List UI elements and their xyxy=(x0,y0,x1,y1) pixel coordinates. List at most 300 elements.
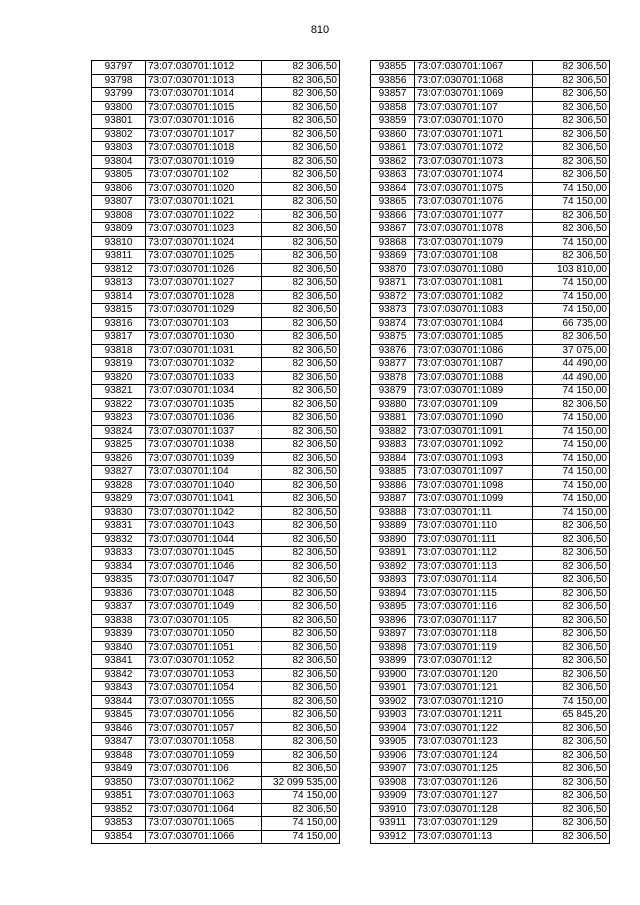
cadastral-number-cell: 73:07:030701:1075 xyxy=(415,182,533,196)
row-number-cell: 93856 xyxy=(371,74,415,88)
row-number-cell: 93819 xyxy=(92,358,146,372)
row-number-cell: 93798 xyxy=(92,74,146,88)
value-cell: 82 306,50 xyxy=(533,790,610,804)
cadastral-number-cell: 73:07:030701:1052 xyxy=(146,655,262,669)
value-cell: 74 150,00 xyxy=(262,790,340,804)
value-cell: 82 306,50 xyxy=(533,817,610,831)
row-number-cell: 93825 xyxy=(92,439,146,453)
cadastral-number-cell: 73:07:030701:1074 xyxy=(415,169,533,183)
table-row xyxy=(371,574,610,588)
table-row xyxy=(371,628,610,642)
table-row xyxy=(92,128,340,142)
row-number-cell: 93906 xyxy=(371,749,415,763)
row-number-cell: 93883 xyxy=(371,439,415,453)
cadastral-number-cell: 73:07:030701:1040 xyxy=(146,479,262,493)
cadastral-number-cell: 73:07:030701:1085 xyxy=(415,331,533,345)
cadastral-number-cell: 73:07:030701:1034 xyxy=(146,385,262,399)
cadastral-number-cell: 73:07:030701:1091 xyxy=(415,425,533,439)
row-number-cell: 93811 xyxy=(92,250,146,264)
cadastral-number-cell: 73:07:030701:1086 xyxy=(415,344,533,358)
value-cell: 82 306,50 xyxy=(262,533,340,547)
table-row xyxy=(371,128,610,142)
row-number-cell: 93841 xyxy=(92,655,146,669)
row-number-cell: 93808 xyxy=(92,209,146,223)
value-cell: 82 306,50 xyxy=(533,88,610,102)
value-cell: 82 306,50 xyxy=(533,223,610,237)
row-number-cell: 93820 xyxy=(92,371,146,385)
row-number-cell: 93868 xyxy=(371,236,415,250)
table-row xyxy=(92,493,340,507)
cadastral-number-cell: 73:07:030701:1020 xyxy=(146,182,262,196)
table-row xyxy=(92,587,340,601)
cadastral-number-cell: 73:07:030701:113 xyxy=(415,560,533,574)
cadastral-number-cell: 73:07:030701:1041 xyxy=(146,493,262,507)
value-cell: 82 306,50 xyxy=(262,695,340,709)
row-number-cell: 93854 xyxy=(92,830,146,844)
table-row xyxy=(371,290,610,304)
row-number-cell: 93845 xyxy=(92,709,146,723)
cadastral-number-cell: 73:07:030701:106 xyxy=(146,763,262,777)
value-cell: 82 306,50 xyxy=(262,88,340,102)
table-row xyxy=(92,317,340,331)
table-row xyxy=(92,452,340,466)
value-cell: 82 306,50 xyxy=(262,250,340,264)
table-row xyxy=(92,196,340,210)
table-row xyxy=(371,587,610,601)
value-cell: 82 306,50 xyxy=(533,655,610,669)
value-cell: 82 306,50 xyxy=(262,641,340,655)
table-row xyxy=(371,479,610,493)
value-cell: 82 306,50 xyxy=(262,547,340,561)
table-row xyxy=(92,277,340,291)
cadastral-number-cell: 73:07:030701:116 xyxy=(415,601,533,615)
cadastral-number-cell: 73:07:030701:118 xyxy=(415,628,533,642)
table-row xyxy=(371,668,610,682)
cadastral-number-cell: 73:07:030701:1050 xyxy=(146,628,262,642)
value-cell: 82 306,50 xyxy=(262,574,340,588)
cadastral-number-cell: 73:07:030701:128 xyxy=(415,803,533,817)
value-cell: 82 306,50 xyxy=(262,317,340,331)
row-number-cell: 93802 xyxy=(92,128,146,142)
row-number-cell: 93822 xyxy=(92,398,146,412)
table-row xyxy=(371,142,610,156)
value-cell: 74 150,00 xyxy=(533,695,610,709)
table-row xyxy=(371,371,610,385)
value-cell: 74 150,00 xyxy=(533,425,610,439)
row-number-cell: 93829 xyxy=(92,493,146,507)
cadastral-number-cell: 73:07:030701:1055 xyxy=(146,695,262,709)
table-row xyxy=(371,412,610,426)
cadastral-number-cell: 73:07:030701:1211 xyxy=(415,709,533,723)
cadastral-number-cell: 73:07:030701:1099 xyxy=(415,493,533,507)
cadastral-number-cell: 73:07:030701:1081 xyxy=(415,277,533,291)
row-number-cell: 93904 xyxy=(371,722,415,736)
row-number-cell: 93824 xyxy=(92,425,146,439)
row-number-cell: 93863 xyxy=(371,169,415,183)
row-number-cell: 93807 xyxy=(92,196,146,210)
row-number-cell: 93909 xyxy=(371,790,415,804)
cadastral-number-cell: 73:07:030701:1023 xyxy=(146,223,262,237)
cadastral-number-cell: 73:07:030701:1076 xyxy=(415,196,533,210)
cadastral-number-cell: 73:07:030701:1082 xyxy=(415,290,533,304)
value-cell: 82 306,50 xyxy=(262,236,340,250)
row-number-cell: 93838 xyxy=(92,614,146,628)
value-cell: 74 150,00 xyxy=(533,385,610,399)
cadastral-number-cell: 73:07:030701:1047 xyxy=(146,574,262,588)
row-number-cell: 93912 xyxy=(371,830,415,844)
cadastral-number-cell: 73:07:030701:1073 xyxy=(415,155,533,169)
table-row xyxy=(371,763,610,777)
value-cell: 82 306,50 xyxy=(533,128,610,142)
row-number-cell: 93881 xyxy=(371,412,415,426)
table-row xyxy=(92,776,340,790)
value-cell: 82 306,50 xyxy=(262,749,340,763)
row-number-cell: 93844 xyxy=(92,695,146,709)
cadastral-number-cell: 73:07:030701:1014 xyxy=(146,88,262,102)
cadastral-number-cell: 73:07:030701:1042 xyxy=(146,506,262,520)
value-cell: 82 306,50 xyxy=(262,452,340,466)
value-cell: 82 306,50 xyxy=(262,304,340,318)
value-cell: 82 306,50 xyxy=(262,628,340,642)
value-cell: 82 306,50 xyxy=(262,155,340,169)
cadastral-number-cell: 73:07:030701:1019 xyxy=(146,155,262,169)
value-cell: 82 306,50 xyxy=(262,223,340,237)
cadastral-number-cell: 73:07:030701:1056 xyxy=(146,709,262,723)
row-number-cell: 93888 xyxy=(371,506,415,520)
cadastral-number-cell: 73:07:030701:127 xyxy=(415,790,533,804)
value-cell: 82 306,50 xyxy=(533,547,610,561)
cadastral-number-cell: 73:07:030701:1054 xyxy=(146,682,262,696)
value-cell: 82 306,50 xyxy=(262,682,340,696)
page-number: 810 xyxy=(310,24,330,36)
value-cell: 82 306,50 xyxy=(533,641,610,655)
row-number-cell: 93849 xyxy=(92,763,146,777)
table-row xyxy=(92,358,340,372)
cadastral-number-cell: 73:07:030701:1033 xyxy=(146,371,262,385)
table-row xyxy=(371,398,610,412)
row-number-cell: 93861 xyxy=(371,142,415,156)
value-cell: 82 306,50 xyxy=(262,425,340,439)
table-row xyxy=(92,614,340,628)
row-number-cell: 93882 xyxy=(371,425,415,439)
row-number-cell: 93848 xyxy=(92,749,146,763)
value-cell: 82 306,50 xyxy=(533,628,610,642)
table-row xyxy=(92,533,340,547)
value-cell: 82 306,50 xyxy=(533,61,610,75)
cadastral-number-cell: 73:07:030701:1035 xyxy=(146,398,262,412)
value-cell: 82 306,50 xyxy=(262,614,340,628)
row-number-cell: 93850 xyxy=(92,776,146,790)
cadastral-number-cell: 73:07:030701:119 xyxy=(415,641,533,655)
row-number-cell: 93869 xyxy=(371,250,415,264)
value-cell: 82 306,50 xyxy=(533,830,610,844)
cadastral-number-cell: 73:07:030701:1030 xyxy=(146,331,262,345)
value-cell: 82 306,50 xyxy=(533,614,610,628)
cadastral-number-cell: 73:07:030701:1069 xyxy=(415,88,533,102)
table-row xyxy=(92,520,340,534)
table-row xyxy=(371,682,610,696)
row-number-cell: 93899 xyxy=(371,655,415,669)
table-row xyxy=(92,385,340,399)
value-cell: 82 306,50 xyxy=(533,601,610,615)
table-row xyxy=(92,223,340,237)
table-row xyxy=(371,250,610,264)
table-row xyxy=(371,520,610,534)
row-number-cell: 93809 xyxy=(92,223,146,237)
table-row xyxy=(92,601,340,615)
table-row xyxy=(92,236,340,250)
cadastral-number-cell: 73:07:030701:1064 xyxy=(146,803,262,817)
row-number-cell: 93898 xyxy=(371,641,415,655)
cadastral-number-cell: 73:07:030701:125 xyxy=(415,763,533,777)
cadastral-number-cell: 73:07:030701:1045 xyxy=(146,547,262,561)
cadastral-number-cell: 73:07:030701:1063 xyxy=(146,790,262,804)
table-row xyxy=(92,641,340,655)
value-cell: 82 306,50 xyxy=(262,371,340,385)
row-number-cell: 93847 xyxy=(92,736,146,750)
table-row xyxy=(92,830,340,844)
row-number-cell: 93865 xyxy=(371,196,415,210)
value-cell: 82 306,50 xyxy=(533,398,610,412)
row-number-cell: 93837 xyxy=(92,601,146,615)
value-cell: 82 306,50 xyxy=(533,74,610,88)
value-cell: 82 306,50 xyxy=(262,61,340,75)
row-number-cell: 93894 xyxy=(371,587,415,601)
cadastral-number-cell: 73:07:030701:1029 xyxy=(146,304,262,318)
row-number-cell: 93815 xyxy=(92,304,146,318)
value-cell: 82 306,50 xyxy=(533,155,610,169)
row-number-cell: 93901 xyxy=(371,682,415,696)
cadastral-number-cell: 73:07:030701:1093 xyxy=(415,452,533,466)
table-row xyxy=(371,776,610,790)
value-cell: 82 306,50 xyxy=(262,520,340,534)
row-number-cell: 93893 xyxy=(371,574,415,588)
cadastral-number-cell: 73:07:030701:1062 xyxy=(146,776,262,790)
value-cell: 82 306,50 xyxy=(262,263,340,277)
table-row xyxy=(371,749,610,763)
row-number-cell: 93812 xyxy=(92,263,146,277)
value-cell: 74 150,00 xyxy=(533,277,610,291)
value-cell: 82 306,50 xyxy=(533,763,610,777)
cadastral-number-cell: 73:07:030701:1028 xyxy=(146,290,262,304)
table-row xyxy=(92,371,340,385)
row-number-cell: 93801 xyxy=(92,115,146,129)
row-number-cell: 93872 xyxy=(371,290,415,304)
cadastral-number-cell: 73:07:030701:1039 xyxy=(146,452,262,466)
cadastral-number-cell: 73:07:030701:1031 xyxy=(146,344,262,358)
value-cell: 82 306,50 xyxy=(533,668,610,682)
table-row xyxy=(92,722,340,736)
value-cell: 82 306,50 xyxy=(262,115,340,129)
value-cell: 82 306,50 xyxy=(262,439,340,453)
value-cell: 103 810,00 xyxy=(533,263,610,277)
row-number-cell: 93910 xyxy=(371,803,415,817)
value-cell: 82 306,50 xyxy=(262,803,340,817)
row-number-cell: 93814 xyxy=(92,290,146,304)
table-row xyxy=(92,466,340,480)
cadastral-number-cell: 73:07:030701:103 xyxy=(146,317,262,331)
cadastral-number-cell: 73:07:030701:1088 xyxy=(415,371,533,385)
value-cell: 82 306,50 xyxy=(533,142,610,156)
cadastral-number-cell: 73:07:030701:111 xyxy=(415,533,533,547)
cadastral-number-cell: 73:07:030701:1098 xyxy=(415,479,533,493)
value-cell: 82 306,50 xyxy=(262,169,340,183)
table-row xyxy=(371,74,610,88)
cadastral-number-cell: 73:07:030701:1032 xyxy=(146,358,262,372)
cadastral-number-cell: 73:07:030701:1012 xyxy=(146,61,262,75)
table-row xyxy=(92,695,340,709)
row-number-cell: 93890 xyxy=(371,533,415,547)
table-row xyxy=(371,452,610,466)
table-row xyxy=(92,655,340,669)
row-number-cell: 93874 xyxy=(371,317,415,331)
value-cell: 65 845,20 xyxy=(533,709,610,723)
value-cell: 82 306,50 xyxy=(262,722,340,736)
table-row xyxy=(371,641,610,655)
table-row xyxy=(371,236,610,250)
row-number-cell: 93857 xyxy=(371,88,415,102)
cadastral-number-cell: 73:07:030701:115 xyxy=(415,587,533,601)
cadastral-number-cell: 73:07:030701:122 xyxy=(415,722,533,736)
value-cell: 74 150,00 xyxy=(533,506,610,520)
cadastral-number-cell: 73:07:030701:1090 xyxy=(415,412,533,426)
row-number-cell: 93870 xyxy=(371,263,415,277)
cadastral-number-cell: 73:07:030701:126 xyxy=(415,776,533,790)
cadastral-number-cell: 73:07:030701:1021 xyxy=(146,196,262,210)
row-number-cell: 93880 xyxy=(371,398,415,412)
table-row xyxy=(92,155,340,169)
table-row xyxy=(92,74,340,88)
cadastral-number-cell: 73:07:030701:112 xyxy=(415,547,533,561)
table-row xyxy=(371,560,610,574)
table-row xyxy=(92,682,340,696)
row-number-cell: 93875 xyxy=(371,331,415,345)
value-cell: 82 306,50 xyxy=(533,736,610,750)
table-row xyxy=(92,115,340,129)
cadastral-number-cell: 73:07:030701:1059 xyxy=(146,749,262,763)
cadastral-number-cell: 73:07:030701:110 xyxy=(415,520,533,534)
value-cell: 66 735,00 xyxy=(533,317,610,331)
value-cell: 74 150,00 xyxy=(533,182,610,196)
row-number-cell: 93828 xyxy=(92,479,146,493)
table-row xyxy=(92,331,340,345)
value-cell: 82 306,50 xyxy=(533,776,610,790)
cadastral-number-cell: 73:07:030701:1044 xyxy=(146,533,262,547)
row-number-cell: 93897 xyxy=(371,628,415,642)
value-cell: 82 306,50 xyxy=(262,709,340,723)
cadastral-number-cell: 73:07:030701:1070 xyxy=(415,115,533,129)
table-row xyxy=(371,209,610,223)
row-number-cell: 93846 xyxy=(92,722,146,736)
row-number-cell: 93813 xyxy=(92,277,146,291)
table-row xyxy=(92,169,340,183)
table-row xyxy=(371,506,610,520)
cadastral-number-cell: 73:07:030701:1043 xyxy=(146,520,262,534)
row-number-cell: 93806 xyxy=(92,182,146,196)
table-row xyxy=(371,196,610,210)
table-row xyxy=(92,344,340,358)
row-number-cell: 93867 xyxy=(371,223,415,237)
table-row xyxy=(371,358,610,372)
table-row xyxy=(92,560,340,574)
value-cell: 74 150,00 xyxy=(533,236,610,250)
table-row xyxy=(371,317,610,331)
cadastral-number-cell: 73:07:030701:1026 xyxy=(146,263,262,277)
cadastral-number-cell: 73:07:030701:1058 xyxy=(146,736,262,750)
cadastral-number-cell: 73:07:030701:1057 xyxy=(146,722,262,736)
value-cell: 82 306,50 xyxy=(262,196,340,210)
table-row xyxy=(92,547,340,561)
cadastral-number-cell: 73:07:030701:1038 xyxy=(146,439,262,453)
table-row xyxy=(371,817,610,831)
table-row xyxy=(371,425,610,439)
value-cell: 82 306,50 xyxy=(262,358,340,372)
cadastral-number-cell: 73:07:030701:109 xyxy=(415,398,533,412)
cadastral-number-cell: 73:07:030701:123 xyxy=(415,736,533,750)
row-number-cell: 93871 xyxy=(371,277,415,291)
row-number-cell: 93840 xyxy=(92,641,146,655)
cadastral-number-cell: 73:07:030701:1024 xyxy=(146,236,262,250)
cadastral-number-cell: 73:07:030701:121 xyxy=(415,682,533,696)
table-row xyxy=(371,88,610,102)
table-row xyxy=(92,790,340,804)
row-number-cell: 93885 xyxy=(371,466,415,480)
row-number-cell: 93873 xyxy=(371,304,415,318)
value-cell: 82 306,50 xyxy=(533,101,610,115)
cadastral-number-cell: 73:07:030701:1051 xyxy=(146,641,262,655)
row-number-cell: 93816 xyxy=(92,317,146,331)
register-table-right xyxy=(370,60,610,844)
row-number-cell: 93886 xyxy=(371,479,415,493)
table-row xyxy=(371,304,610,318)
value-cell: 74 150,00 xyxy=(262,817,340,831)
cadastral-number-cell: 73:07:030701:1071 xyxy=(415,128,533,142)
table-row xyxy=(371,803,610,817)
value-cell: 82 306,50 xyxy=(262,182,340,196)
cadastral-number-cell: 73:07:030701:1036 xyxy=(146,412,262,426)
table-row xyxy=(371,493,610,507)
value-cell: 82 306,50 xyxy=(262,736,340,750)
cadastral-number-cell: 73:07:030701:1027 xyxy=(146,277,262,291)
row-number-cell: 93855 xyxy=(371,61,415,75)
table-row xyxy=(371,263,610,277)
cadastral-number-cell: 73:07:030701:1087 xyxy=(415,358,533,372)
row-number-cell: 93902 xyxy=(371,695,415,709)
value-cell: 82 306,50 xyxy=(533,533,610,547)
table-row xyxy=(371,695,610,709)
table-row xyxy=(371,223,610,237)
table-row xyxy=(371,736,610,750)
row-number-cell: 93896 xyxy=(371,614,415,628)
value-cell: 82 306,50 xyxy=(262,587,340,601)
row-number-cell: 93900 xyxy=(371,668,415,682)
value-cell: 32 099 535,00 xyxy=(262,776,340,790)
value-cell: 82 306,50 xyxy=(262,277,340,291)
row-number-cell: 93827 xyxy=(92,466,146,480)
cadastral-number-cell: 73:07:030701:102 xyxy=(146,169,262,183)
table-row xyxy=(371,722,610,736)
table-row xyxy=(92,763,340,777)
value-cell: 82 306,50 xyxy=(262,344,340,358)
cadastral-number-cell: 73:07:030701:129 xyxy=(415,817,533,831)
row-number-cell: 93826 xyxy=(92,452,146,466)
value-cell: 82 306,50 xyxy=(262,331,340,345)
value-cell: 82 306,50 xyxy=(262,385,340,399)
row-number-cell: 93887 xyxy=(371,493,415,507)
table-row xyxy=(92,88,340,102)
cadastral-number-cell: 73:07:030701:1048 xyxy=(146,587,262,601)
cadastral-number-cell: 73:07:030701:1017 xyxy=(146,128,262,142)
